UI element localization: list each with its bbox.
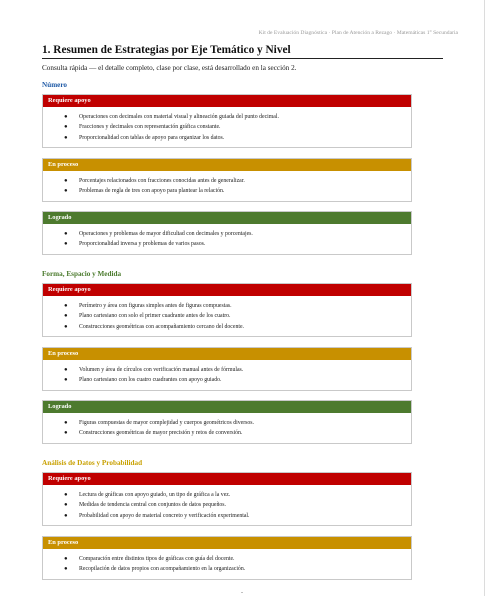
bullet-icon: ● xyxy=(64,377,68,384)
bullet-icon: ● xyxy=(64,134,68,141)
intro-text: Consulta rápida — el detalle completo, clase por clase, está desarrollado en la sección 2. xyxy=(42,64,297,72)
strategy-list xyxy=(43,171,411,201)
list-item: ● Construcciones geométricas de mayor precisión y retos de conversión. xyxy=(79,428,411,438)
list-item: ● Medidas de tendencia central con conjuntos de datos pequeños. xyxy=(79,500,411,510)
list-item: ● Problemas de regla de tres con apoyo para plantear la relación. xyxy=(79,186,411,196)
level-badge-requiere-apoyo: Requiere apoyo xyxy=(43,473,411,485)
card-numero-en-proceso xyxy=(42,158,412,202)
strategy-list xyxy=(43,107,411,147)
list-item: ● Plano cartesiano con solo el primer cuadrante antes de los cuatro. xyxy=(79,311,411,321)
level-badge-en-proceso: En proceso xyxy=(43,348,411,360)
running-header: Kit de Evaluación Diagnóstica · Plan de Atención a Rezago · Matemáticas 1° Secundaria xyxy=(258,30,458,36)
bullet-icon: ● xyxy=(64,367,68,373)
list-item: ● Proporcionalidad con tablas de apoyo para organizar los datos. xyxy=(79,133,411,143)
level-badge-en-proceso: En proceso xyxy=(43,537,411,549)
bullet-icon: ● xyxy=(64,420,68,426)
list-item: ● Proporcionalidad inversa y problemas de varios pasos. xyxy=(79,239,411,249)
page-title: 1. Resumen de Estrategias por Eje Temático y Nivel xyxy=(42,44,291,56)
card-datos-en-proceso xyxy=(42,536,412,580)
strategy-list xyxy=(43,360,411,390)
bullet-icon: ● xyxy=(64,303,68,309)
level-badge-requiere-apoyo: Requiere apoyo xyxy=(43,95,411,107)
card-forma-logrado xyxy=(42,400,412,444)
list-item: ● Volumen y área de círculos con verificación manual antes de fórmulas. xyxy=(79,365,411,375)
card-numero-requiere-apoyo xyxy=(42,94,412,148)
strategy-list xyxy=(43,413,411,443)
list-item: ● Recopilación de datos propios con acompañamiento en la organización. xyxy=(79,564,411,574)
level-badge-logrado: Logrado xyxy=(43,212,411,224)
level-badge-en-proceso: En proceso xyxy=(43,159,411,171)
bullet-icon: ● xyxy=(64,556,68,562)
section-title-forma-espacio-medida: Forma, Espacio y Medida xyxy=(42,270,122,278)
bullet-icon: ● xyxy=(64,430,68,437)
list-item: ● Figuras compuestas de mayor complejidad y cuerpos geométricos diversos. xyxy=(79,418,411,428)
list-item: ● Plano cartesiano con los cuatro cuadrantes con apoyo guiado. xyxy=(79,375,411,385)
level-badge-requiere-apoyo: Requiere apoyo xyxy=(43,284,411,296)
bullet-icon: ● xyxy=(64,241,68,248)
bullet-icon: ● xyxy=(64,502,68,509)
list-item: ● Comparación entre distintos tipos de gráficas con guía del docente. xyxy=(79,554,411,564)
strategy-list xyxy=(43,224,411,254)
list-item: ● Lectura de gráficas con apoyo guiado, un tipo de gráfica a la vez. xyxy=(79,490,411,500)
bullet-icon: ● xyxy=(64,492,68,498)
list-item: ● Fracciones y decimales con representación gráfica constante. xyxy=(79,122,411,132)
bullet-icon: ● xyxy=(64,188,68,195)
list-item: ● Operaciones y problemas de mayor dificultad con decimales y porcentajes. xyxy=(79,229,411,239)
level-badge-logrado: Logrado xyxy=(43,401,411,413)
card-forma-requiere-apoyo xyxy=(42,283,412,337)
strategy-list xyxy=(43,296,411,336)
strategy-list xyxy=(43,485,411,525)
bullet-icon: ● xyxy=(64,566,68,573)
bullet-icon: ● xyxy=(64,178,68,184)
section-title-analisis-datos: Análisis de Datos y Probabilidad xyxy=(42,459,143,467)
bullet-icon: ● xyxy=(64,323,68,330)
list-item: ● Perímetro y área con figuras simples antes de figuras compuestas. xyxy=(79,301,411,311)
page-footer-mark: - xyxy=(241,590,243,596)
list-item: ● Porcentajes relacionados con fracciones conocidas antes de generalizar. xyxy=(79,176,411,186)
card-numero-logrado xyxy=(42,211,412,255)
bullet-icon: ● xyxy=(64,231,68,237)
card-datos-requiere-apoyo xyxy=(42,472,412,526)
bullet-icon: ● xyxy=(64,512,68,519)
list-item: ● Probabilidad con apoyo de material concreto y verificación experimental. xyxy=(79,511,411,521)
title-divider xyxy=(42,58,443,59)
bullet-icon: ● xyxy=(64,313,68,320)
bullet-icon: ● xyxy=(64,124,68,131)
list-item: ● Construcciones geométricas con acompañamiento cercano del docente. xyxy=(79,322,411,332)
card-forma-en-proceso xyxy=(42,347,412,391)
list-item: ● Operaciones con decimales con material visual y alineación guiada del punto decimal. xyxy=(79,112,411,122)
bullet-icon: ● xyxy=(64,114,68,120)
strategy-list xyxy=(43,549,411,579)
section-title-numero: Número xyxy=(42,81,68,89)
